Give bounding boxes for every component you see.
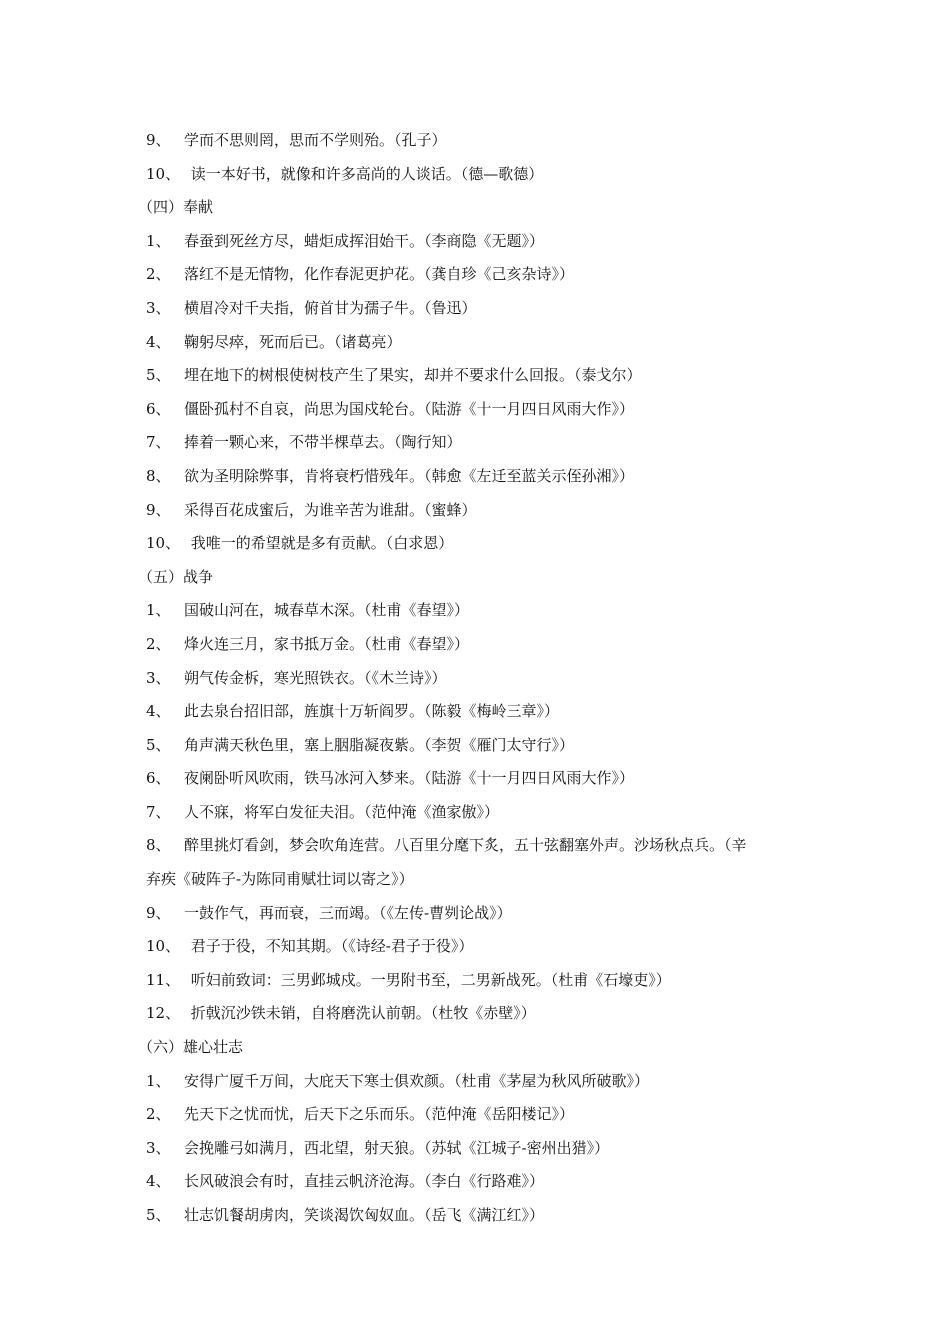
item-text: 春蚕到死丝方尽，蜡炬成挥泪始干。（李商隐《无题》） (184, 231, 545, 250)
item-number: 5、 (146, 1206, 171, 1224)
document-body (138, 124, 826, 1233)
item-text: 横眉冷对千夫指，俯首甘为孺子牛。（鲁迅） (184, 298, 477, 317)
item-text: 角声满天秋色里，塞上胭脂凝夜紫。（李贺《雁门太守行》） (184, 735, 575, 754)
list-item (146, 829, 826, 863)
item-number: 6、 (146, 769, 171, 788)
item-number: 7、 (146, 802, 171, 821)
item-text: 采得百花成蜜后，为谁辛苦为谁甜。（蜜蜂） (184, 500, 477, 519)
item-text: 烽火连三月，家书抵万金。（杜甫《春望》） (184, 634, 470, 653)
list-item (146, 460, 826, 494)
item-text: 国破山河在，城春草木深。（杜甫《春望》） (184, 601, 470, 620)
list-item (146, 1199, 826, 1233)
item-text: 长风破浪会有时，直挂云帆济沧海。（李白《行路难》） (184, 1172, 545, 1191)
item-number: 10、 (146, 534, 181, 553)
list-item (146, 124, 826, 158)
list-item (146, 1065, 826, 1099)
item-number: 5、 (146, 366, 171, 385)
item-number: 3、 (146, 298, 171, 317)
list-item (146, 1132, 826, 1166)
list-item (146, 426, 826, 460)
item-text: 折戟沉沙铁未销，自将磨洗认前朝。（杜牧《赤壁》） (186, 1004, 536, 1023)
list-item (146, 930, 826, 964)
item-text: 听妇前致词：三男邺城戍。一男附书至，二男新战死。（杜甫《石壕吏》） (186, 970, 671, 989)
list-item (146, 594, 826, 628)
item-text: 落红不是无情物，化作春泥更护花。（龚自珍《己亥杂诗》） (184, 265, 575, 284)
item-number: 2、 (146, 265, 171, 284)
item-number: 10、 (146, 937, 181, 956)
item-text: 读一本好书，就像和许多高尚的人谈话。（德—歌德） (186, 164, 544, 183)
item-number: 7、 (146, 433, 171, 452)
item-text: 会挽雕弓如满月，西北望，射天狼。（苏轼《江城子-密州出猎》） (184, 1138, 610, 1157)
item-number: 11、 (146, 970, 181, 989)
item-number: 8、 (146, 466, 171, 485)
item-text: 醉里挑灯看剑，梦会吹角连营。八百里分麾下炙，五十弦翻塞外声。沙场秋点兵。（辛 (184, 836, 747, 855)
item-text: 先天下之忧而忧，后天下之乐而乐。（范仲淹《岳阳楼记》） (184, 1105, 575, 1124)
item-text-continuation: 弃疾《破阵子-为陈同甫赋壮词以寄之》） (146, 870, 414, 889)
section-heading: （四）奉献 (138, 198, 214, 217)
item-number: 1、 (146, 231, 171, 250)
list-item (146, 662, 826, 696)
item-number: 6、 (146, 399, 171, 418)
item-number: 2、 (146, 1105, 171, 1124)
section-heading: （六）雄心壮志 (138, 1038, 244, 1057)
item-text: 人不寐，将军白发征夫泪。（范仲淹《渔家傲》） (184, 802, 500, 821)
item-number: 9、 (146, 500, 171, 519)
list-item (146, 393, 826, 427)
list-item (146, 494, 826, 528)
list-item (146, 997, 826, 1031)
list-item (146, 359, 826, 393)
item-number: 12、 (146, 1004, 181, 1023)
list-item (146, 762, 826, 796)
list-item (146, 695, 826, 729)
item-number: 4、 (146, 702, 171, 721)
item-text: 安得广厦千万间，大庇天下寒士俱欢颜。（杜甫《茅屋为秋风所破歌》） (184, 1071, 650, 1090)
list-item (146, 964, 826, 998)
item-text: 欲为圣明除弊事，肯将衰朽惜残年。（韩愈《左迁至蓝关示侄孙湘》） (184, 466, 635, 485)
list-item (146, 292, 826, 326)
item-number: 10、 (146, 164, 181, 183)
item-text: 此去泉台招旧部，旌旗十万斩阎罗。（陈毅《梅岭三章》） (184, 702, 560, 721)
list-item (146, 158, 826, 192)
list-item (146, 225, 826, 259)
item-text: 夜阑卧听风吹雨，铁马冰河入梦来。（陆游《十一月四日风雨大作》） (184, 769, 635, 788)
item-text: 壮志饥餐胡虏肉，笑谈渴饮匈奴血。（岳飞《满江红》） (184, 1206, 545, 1224)
list-item (146, 527, 826, 561)
list-item (146, 628, 826, 662)
list-item (146, 1165, 826, 1199)
item-text: 一鼓作气，再而衰，三而竭。（《左传-曹刿论战》） (184, 903, 512, 922)
item-text: 我唯一的希望就是多有贡献。（白求恩） (186, 534, 454, 553)
item-number: 9、 (146, 131, 171, 149)
item-number: 4、 (146, 332, 171, 351)
list-item (146, 258, 826, 292)
item-number: 5、 (146, 735, 171, 754)
item-text: 埋在地下的树根使树枝产生了果实，却并不要求什么回报。（泰戈尔） (184, 366, 642, 385)
item-text: 君子于役，不知其期。（《诗经-君子于役》） (186, 937, 474, 956)
list-item (146, 729, 826, 763)
item-number: 2、 (146, 634, 171, 653)
item-number: 9、 (146, 903, 171, 922)
item-number: 3、 (146, 1138, 171, 1157)
item-number: 4、 (146, 1172, 171, 1191)
section-heading: （五）战争 (138, 567, 214, 586)
item-number: 8、 (146, 836, 171, 855)
item-text: 捧着一颗心来，不带半棵草去。（陶行知） (184, 433, 462, 452)
item-number: 1、 (146, 1071, 171, 1090)
item-text: 僵卧孤村不自哀，尚思为国戍轮台。（陆游《十一月四日风雨大作》） (184, 399, 635, 418)
list-item (146, 1098, 826, 1132)
item-text: 朔气传金柝，寒光照铁衣。（《木兰诗》） (184, 668, 447, 687)
item-number: 1、 (146, 601, 171, 620)
list-item (146, 897, 826, 931)
item-number: 3、 (146, 668, 171, 687)
list-item (146, 796, 826, 830)
list-item (146, 326, 826, 360)
item-text: 学而不思则罔，思而不学则殆。（孔子） (184, 131, 447, 149)
item-text: 鞠躬尽瘁，死而后已。（诸葛亮） (184, 332, 402, 351)
